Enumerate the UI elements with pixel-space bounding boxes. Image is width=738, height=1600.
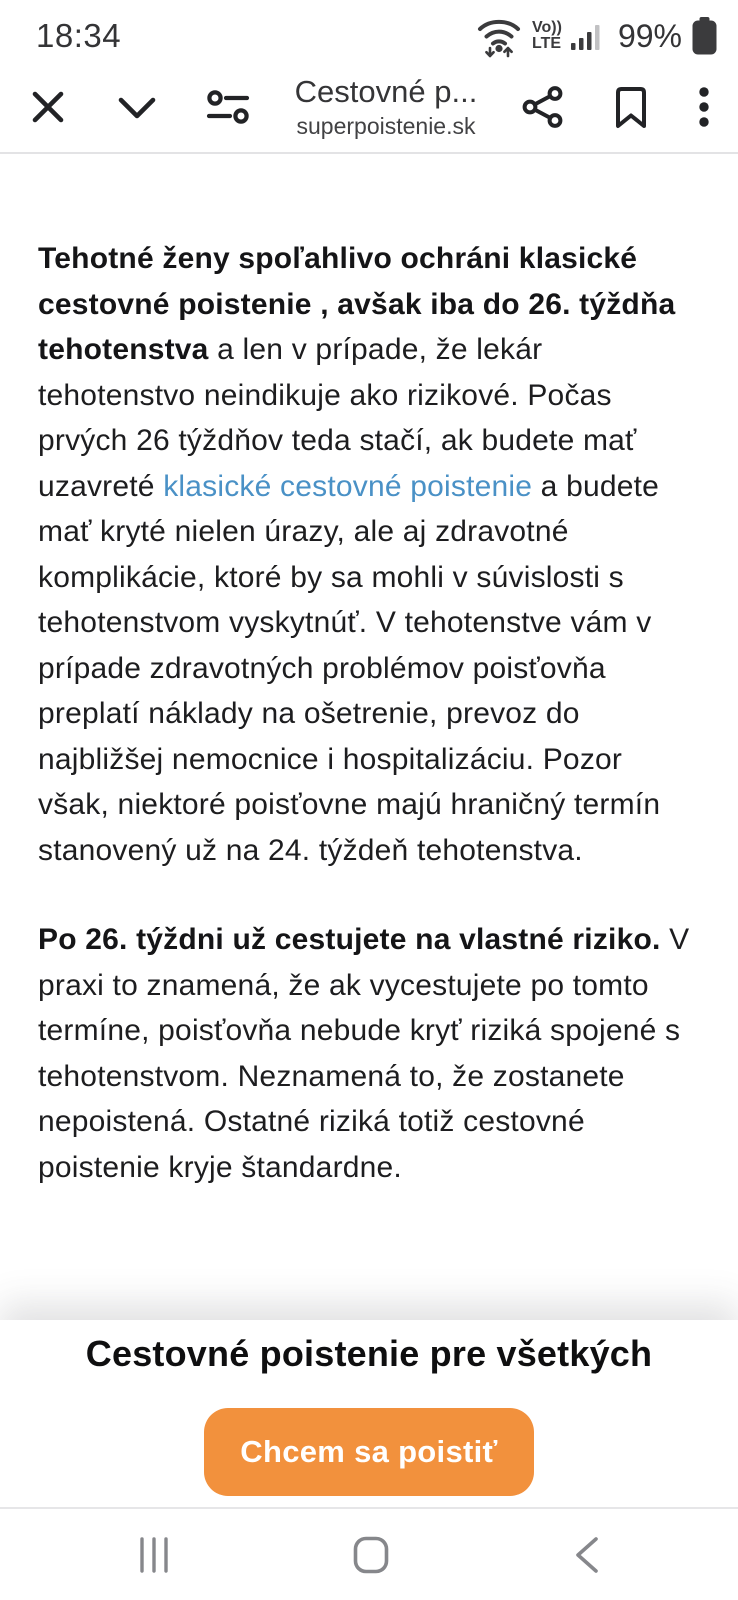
paragraph-2-bold-lead: Po 26. týždni už cestujete na vlastné riziko. [38,923,661,956]
overflow-menu-button[interactable] [698,85,710,129]
back-button[interactable] [572,1535,600,1575]
home-button[interactable] [353,1536,389,1574]
share-icon [522,85,564,129]
cta-button[interactable]: Chcem sa poistiť [204,1408,534,1496]
back-icon [572,1535,600,1575]
inline-link-klasicke-cestovne-poistenie[interactable]: klasické cestovné poistenie [163,469,533,503]
collapse-button[interactable] [114,87,160,127]
bookmark-button[interactable] [612,85,650,129]
share-button[interactable] [522,85,564,129]
paragraph-1 [38,236,700,873]
page-domain: superpoistenie.sk [296,113,476,139]
article-content [0,156,738,1320]
recents-button[interactable] [138,1536,170,1574]
toolbar-actions [522,85,710,129]
status-bar [0,0,738,62]
volte-icon [532,20,562,52]
paragraph-2 [38,917,700,1190]
paragraph-2-text: V praxi to znamená, že ak vycestujete po tomto termíne, poisťovňa nebude kryť riziká spojené s tehotenstvom. Neznamená to, že zostanete nepoistená. Ostatné riziká totiž cestovné poistenie kryje štandardne. [38,923,690,1184]
close-icon [28,87,68,127]
page-title-block [250,74,522,140]
battery-percent-label: 99% [617,17,682,54]
recents-icon [138,1536,170,1574]
overflow-menu-icon [698,85,710,129]
cta-banner [0,1320,738,1507]
tune-icon [206,86,250,128]
home-icon [353,1536,389,1574]
volte-bottom-label: LTE [532,35,562,52]
battery-icon [691,17,718,55]
paragraph-1-text-after-link: a budete mať kryté nielen úrazy, ale aj zdravotné komplikácie, ktoré by sa mohli v súvislosti s tehotenstvom vyskytnúť. V tehotenstve vám v prípade zdravotných problémov poisťovňa preplatí náklady na ošetrenie, prevoz do najbližšej nemocnice i hospitalizáciu. Pozor však, niektoré poisťovne majú hraničný termín stanovený už na 24. týždeň tehotenstva. [38,469,661,867]
chevron-down-icon [114,87,160,127]
status-icons [475,13,718,59]
signal-icon [571,21,605,51]
status-time: 18:34 [36,17,122,54]
volte-top-label: Vo)) [532,19,562,36]
bookmark-icon [612,85,650,129]
browser-toolbar [0,62,738,154]
paragraph-1-text: a len v prípade, že lekár tehotenstvo neindikuje ako rizikové. Počas prvých 26 týždňov teda stačí, ak budete mať uzavreté [38,333,637,503]
paragraph-1-bold-lead: Tehotné ženy spoľahlivo ochráni klasické cestovné poistenie , avšak iba do 26. týždňa tehotenstva [38,242,676,366]
page-title: Cestovné p... [294,74,478,109]
customize-button[interactable] [206,86,250,128]
close-button[interactable] [28,87,68,127]
cta-heading: Cestovné poistenie pre všetkých [85,1333,653,1374]
android-nav-bar [0,1507,738,1600]
wifi-icon [475,13,523,59]
